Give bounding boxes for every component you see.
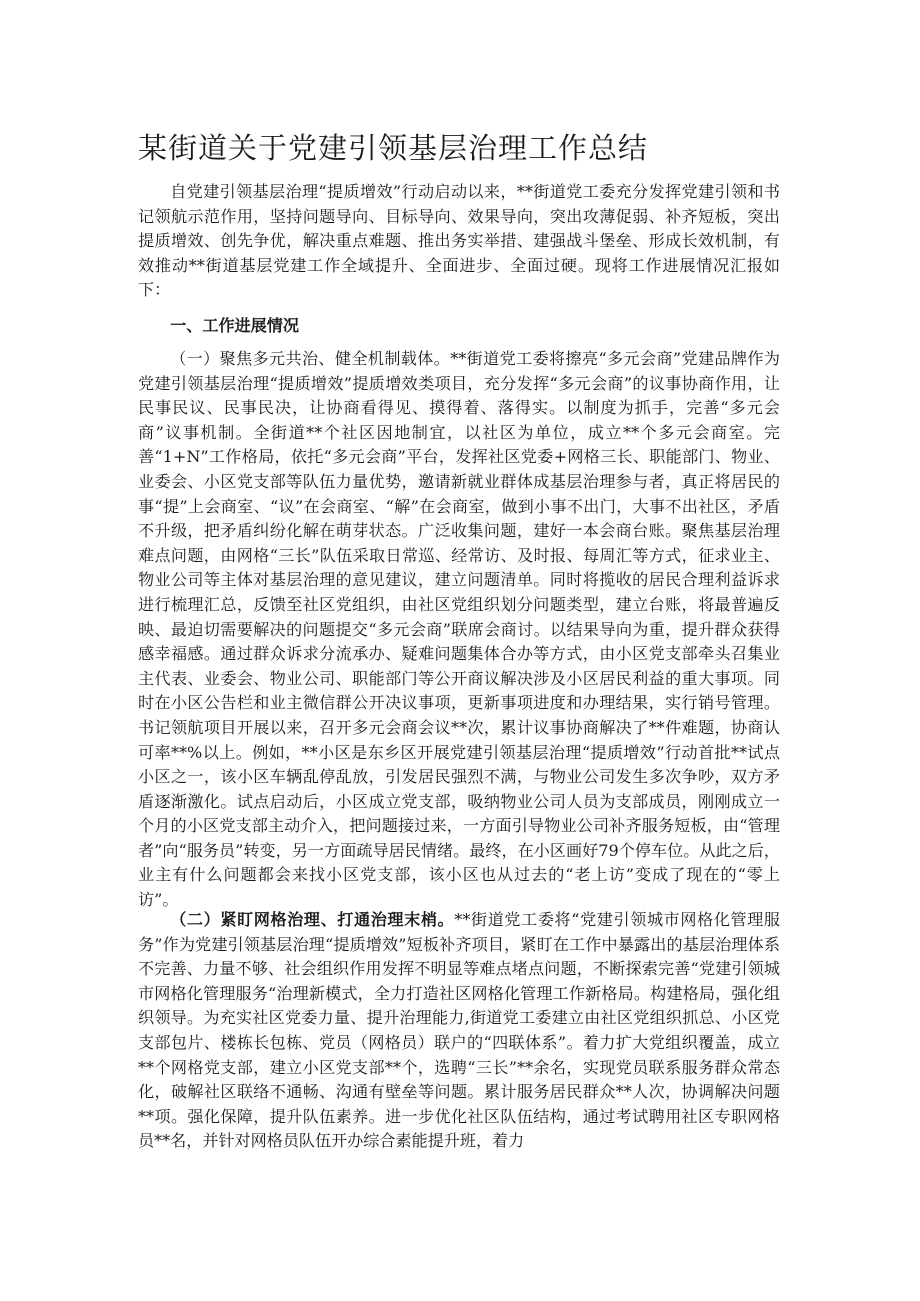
paragraph-lead-heading: （二）紧盯网格治理、打通治理末梢。 [170, 910, 455, 929]
intro-paragraph: 自党建引领基层治理“提质增效”行动启动以来，**街道党工委充分发挥党建引领和书记领航示范作用，坚持问题导向、目标导向、效果导向，突出攻薄促弱、补齐短板，突出提质增效、创先争优，解决重点难题、推出务实举措、建强战斗堡垒、形成长效机制，有效推动**街道基层党建工作全域提升、全面进步、全面过硬。现将工作进展情况汇报如下： [138, 182, 780, 300]
paragraph-grid-governance [138, 908, 780, 1154]
paragraph-body-text: **街道党工委将“党建引领城市网格化管理服务”作为党建引领基层治理“提质增效”短板补齐项目，紧盯在工作中暴露出的基层治理体系不完善、力量不够、社会组织作用发挥不明显等难点堵点问题，不断探索完善“党建引领城市网格化管理服务“治理新模式，全力打造社区网格化管理工作新格局。构建格局，强化组织领导。为充实社区党委力量、提升治理能力,街道党工委建立由社区党组织抓总、小区党支部包片、楼栋长包栋、党员（网格员）联户的“四联体系”。着力扩大党组织覆盖，成立**个网格党支部，建立小区党支部**个，选聘“三长”**余名，实现党员联系服务群众常态化，破解社区联络不通畅、沟通有壁垒等问题。累计服务居民群众**人次，协调解决问题**项。强化保障，提升队伍素养。进一步优化社区队伍结构，通过考试聘用社区专职网格员**名，并针对网格员队伍开办综合素能提升班，着力 [138, 910, 781, 1151]
paragraph-multi-party-governance: （一）聚焦多元共治、健全机制载体。**街道党工委将擦亮“多元会商”党建品牌作为党建引领基层治理“提质增效”提质增效类项目，充分发挥“多元会商”的议事协商作用，让民事民议、民事民决，让协商看得见、摸得着、落得实。以制度为抓手，完善“多元会商”议事机制。全街道**个社区因地制宜，以社区为单位，成立**个多元会商室。完善“1+N”工作格局，依托“多元会商”平台，发挥社区党委+网格三长、职能部门、物业、业委会、小区党支部等队伍力量优势，邀请新就业群体成基层治理参与者，真正将居民的事“提”上会商室、“议”在会商室、“解”在会商室，做到小事不出门，大事不出社区，矛盾不升级，把矛盾纠纷化解在萌芽状态。广泛收集问题，建好一本会商台账。聚焦基层治理难点问题，由网格“三长”队伍采取日常巡、经常访、及时报、每周汇等方式，征求业主、物业公司等主体对基层治理的意见建议，建立问题清单。同时将揽收的居民合理利益诉求进行梳理汇总，反馈至社区党组织，由社区党组织划分问题类型，建立台账，将最普遍反映、最迫切需要解决的问题提交“多元会商”联席会商讨。以结果导向为重，提升群众获得感幸福感。通过群众诉求分流承办、疑难问题集体合办等方式，由小区党支部牵头召集业主代表、业委会、物业公司、职能部门等公开商议解决涉及小区居民利益的重大事项。同时在小区公告栏和业主微信群公开决议事项，更新事项进度和办理结果，实行销号管理。书记领航项目开展以来，召开多元会商会议**次，累计议事协商解决了**件难题，协商认可率**%以上。例如，**小区是东乡区开展党建引领基层治理“提质增效”行动首批**试点小区之一，该小区车辆乱停乱放，引发居民强烈不满，与物业公司发生多次争吵，双方矛盾逐渐激化。试点启动后，小区成立党支部，吸纳物业公司人员为支部成员，刚刚成立一个月的小区党支部主动介入，把问题接过来，一方面引导物业公司补齐服务短板，由“管理者”向“服务员”转变，另一方面疏导居民情绪。最终，在小区画好79个停车位。从此之后，业主有什么问题都会来找小区党支部，该小区也从过去的“老上访”变成了现在的“零上访”。 [138, 349, 780, 910]
document-title: 某街道关于党建引领基层治理工作总结 [138, 131, 649, 165]
section-heading-progress: 一、工作进展情况 [170, 316, 299, 335]
